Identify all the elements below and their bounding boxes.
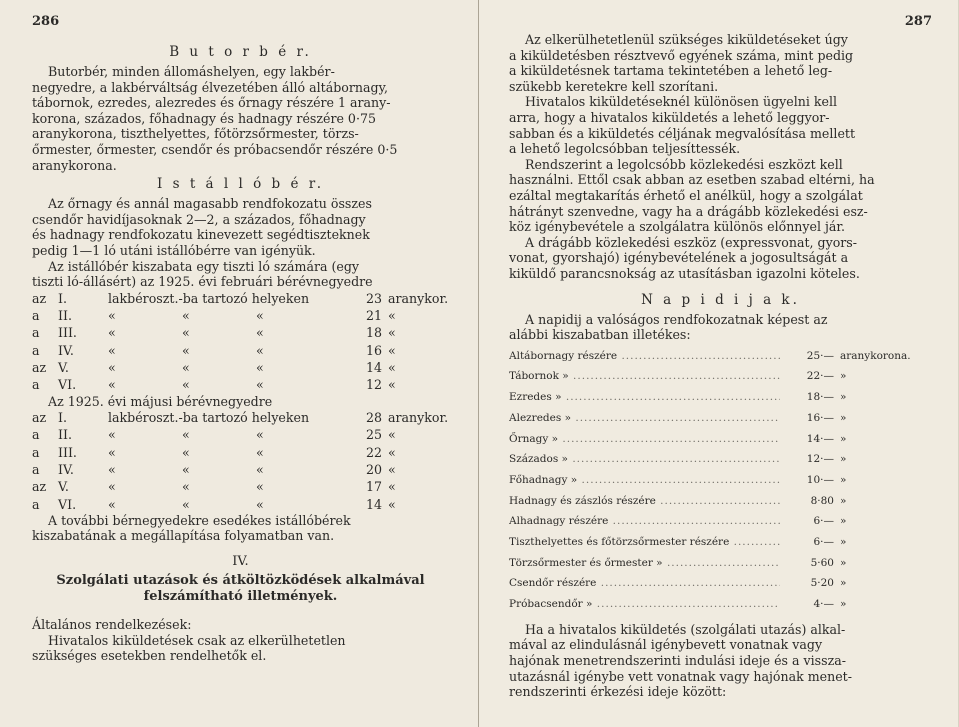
text-line: A további bérnegyedekre esedékes istállóbérek bbox=[48, 512, 351, 528]
table-cell: « bbox=[182, 444, 190, 460]
table-row bbox=[32, 290, 449, 307]
table-cell: a bbox=[32, 496, 40, 512]
rank-label: Alhadnagy részére ..... bbox=[509, 512, 780, 532]
paragraph-butorber bbox=[32, 64, 449, 173]
rate-unit: » bbox=[840, 598, 847, 611]
rate-amount: 25·— bbox=[806, 349, 834, 362]
rate-amount: 16·— bbox=[806, 411, 834, 424]
table-cell: « bbox=[108, 461, 116, 477]
table-cell: « bbox=[256, 444, 264, 460]
table-row bbox=[509, 512, 932, 533]
table-cell: 22 bbox=[365, 444, 382, 460]
rank-label: Próbacsendőr » ..... bbox=[509, 595, 780, 615]
table-cell: « bbox=[182, 479, 190, 495]
rate-amount: 22·— bbox=[806, 370, 834, 383]
table-cell: lakbéroszt.-ba tartozó helyeken bbox=[108, 410, 310, 426]
rank-label: Tábornok » ..... bbox=[509, 367, 780, 387]
table-cell: « bbox=[256, 359, 264, 375]
text-line: vonat, gyorshajó) igénybevételének a jogosultságát a bbox=[509, 250, 849, 266]
text-line: negyedre, a lakbérváltság élvezetében álló altábornagy, bbox=[32, 79, 389, 95]
table-cell: az bbox=[32, 359, 47, 375]
table-cell: IV. bbox=[58, 461, 74, 477]
rank-label: Törzsőrmester és őrmester » ..... bbox=[509, 554, 780, 574]
table-cell: « bbox=[388, 479, 396, 495]
table-row bbox=[509, 450, 932, 471]
text-line: hátrányt szenvedne, vagy ha a drágább közlekedési esz- bbox=[509, 203, 868, 219]
table-cell: a bbox=[32, 325, 40, 341]
table-cell: V. bbox=[58, 359, 69, 375]
rank-label: Főhadnagy » ..... bbox=[509, 471, 780, 491]
table-cell: « bbox=[256, 496, 264, 512]
text-line: A drágább közlekedési eszköz (expressvonat, gyors- bbox=[525, 234, 858, 250]
rate-unit: aranykorona. bbox=[840, 349, 911, 362]
table-cell: VI. bbox=[58, 496, 77, 512]
text-line: tábornok, ezredes, alezredes és őrnagy részére 1 arany- bbox=[32, 95, 391, 111]
rate-amount: 8·80 bbox=[810, 494, 834, 507]
text-line: A napidij a valóságos rendfokozatnak képest az bbox=[525, 311, 828, 327]
table-cell: I. bbox=[58, 290, 67, 306]
table-cell: « bbox=[182, 496, 190, 512]
table-cell: 18 bbox=[365, 325, 382, 341]
section-title-butorber: B u t o r b é r. bbox=[169, 44, 312, 60]
text-line: kiküldő parancsnokság az utasításban igazolni köteles. bbox=[509, 265, 860, 281]
text-line: Rendszerint a legolcsóbb közlekedési eszközt kell bbox=[525, 156, 843, 172]
text-line: Ha a hivatalos kiküldetés (szolgálati utazás) alkal- bbox=[525, 621, 846, 637]
table-cell: V. bbox=[58, 479, 69, 495]
table-row bbox=[509, 533, 932, 554]
paragraph-istallober bbox=[32, 196, 449, 290]
table-cell: az bbox=[32, 290, 47, 306]
table-cell: « bbox=[182, 342, 190, 358]
table-row bbox=[509, 554, 932, 575]
rate-unit: » bbox=[840, 432, 847, 445]
table-cell: « bbox=[182, 377, 190, 393]
table-cell: « bbox=[256, 308, 264, 324]
rate-unit: » bbox=[840, 515, 847, 528]
table-cell: III. bbox=[58, 325, 77, 341]
heading-line: Szolgálati utazások és átköltözködések alkalmával bbox=[56, 573, 425, 589]
table-cell: « bbox=[388, 377, 396, 393]
rank-label: Őrnagy » ..... bbox=[509, 430, 780, 450]
table-cell: « bbox=[108, 479, 116, 495]
table-cell: « bbox=[388, 461, 396, 477]
table-row bbox=[32, 376, 449, 393]
table-cell: a bbox=[32, 461, 40, 477]
rank-label: Ezredes » ..... bbox=[509, 388, 780, 408]
table-row bbox=[509, 430, 932, 451]
table-row bbox=[32, 444, 449, 461]
section-title-istallober: I s t á l l ó b é r. bbox=[156, 176, 324, 193]
rank-label: Százados » ..... bbox=[509, 450, 780, 470]
rate-unit: » bbox=[840, 370, 847, 383]
table-cell: 12 bbox=[365, 377, 382, 393]
text-line: Az őrnagy és annál magasabb rendfokozatu összes bbox=[48, 196, 372, 212]
table-cell: I. bbox=[58, 410, 67, 426]
table-cell: « bbox=[108, 377, 116, 393]
text-line: arra, hogy a hivatalos kiküldetés a lehető leggyor- bbox=[509, 109, 830, 125]
text-line: korona, százados, főhadnagy és hadnagy részére 0·75 bbox=[32, 110, 376, 126]
general-provisions-title: Általános rendelkezések: bbox=[32, 617, 192, 633]
rate-table-february bbox=[32, 290, 449, 394]
table-cell: « bbox=[256, 377, 264, 393]
table-cell: 14 bbox=[365, 496, 382, 512]
text-line: Az istállóbér kiszabata egy tiszti ló számára (egy bbox=[48, 258, 360, 274]
text-line: a kiküldetésben résztvevő egyének száma, mint pedig bbox=[509, 47, 854, 63]
rate-unit: » bbox=[840, 536, 847, 549]
table-cell: a bbox=[32, 377, 40, 393]
table-cell: « bbox=[108, 342, 116, 358]
table-row bbox=[32, 426, 449, 443]
rate-amount: 5·60 bbox=[810, 556, 834, 569]
paragraph-per-diem-intro bbox=[509, 312, 932, 343]
table-cell: « bbox=[182, 427, 190, 443]
table-row bbox=[509, 574, 932, 595]
table-cell: 17 bbox=[365, 479, 382, 495]
table-cell: 21 bbox=[365, 308, 382, 324]
text-line: pedig 1—1 ló utáni istállóbérre van igényük. bbox=[32, 242, 316, 258]
table-row bbox=[509, 388, 932, 409]
table-cell: 25 bbox=[365, 427, 382, 443]
rate-amount: 12·— bbox=[806, 453, 834, 466]
rate-amount: 14·— bbox=[806, 432, 834, 445]
table-cell: a bbox=[32, 308, 40, 324]
rank-label: Tiszthelyettes és főtörzsőrmester részére ..... bbox=[509, 533, 780, 553]
table-cell: 23 bbox=[365, 290, 382, 306]
table-cell: a bbox=[32, 342, 40, 358]
table-cell: « bbox=[182, 308, 190, 324]
section-title-napidijak: N a p i d i j a k. bbox=[641, 291, 800, 308]
page-number: 287 bbox=[904, 14, 932, 29]
chapter-number: IV. bbox=[232, 554, 249, 570]
rank-label: Alezredes » ..... bbox=[509, 409, 780, 429]
rate-unit: » bbox=[840, 556, 847, 569]
table-cell: « bbox=[388, 427, 396, 443]
table-row bbox=[32, 496, 449, 513]
text-line: a kiküldetésnek tartama tekintetében a lehető leg- bbox=[509, 63, 833, 79]
text-line: szükséges esetekben rendelhetők el. bbox=[32, 648, 267, 664]
paragraph-travel-rules bbox=[509, 32, 932, 282]
table-cell: « bbox=[108, 308, 116, 324]
text-line: utazásnál igénybe vett vonatnak vagy hajónak menet- bbox=[509, 668, 852, 684]
table-cell: aranykor. bbox=[388, 290, 449, 306]
table-row bbox=[32, 461, 449, 478]
table-cell: a bbox=[32, 427, 40, 443]
table-cell: III. bbox=[58, 444, 77, 460]
text-line: Hivatalos kiküldetéseknél különösen ügyelni kell bbox=[525, 94, 838, 110]
rate-unit: » bbox=[840, 391, 847, 404]
paragraph-general bbox=[32, 633, 449, 664]
table-cell: II. bbox=[58, 308, 72, 324]
table-row bbox=[509, 492, 932, 513]
table-cell: 28 bbox=[365, 410, 382, 426]
rate-amount: 18·— bbox=[806, 391, 834, 404]
text-line: mával az elindulásnál igénybevett vonatnak vagy bbox=[509, 637, 823, 653]
table-cell: « bbox=[108, 359, 116, 375]
rate-amount: 6·— bbox=[813, 515, 834, 528]
table-cell: « bbox=[388, 308, 396, 324]
paragraph-travel-time bbox=[509, 622, 932, 700]
rank-label: Altábornagy részére ..... bbox=[509, 347, 780, 367]
table-cell: az bbox=[32, 410, 47, 426]
table-cell: « bbox=[108, 427, 116, 443]
table-cell: II. bbox=[58, 427, 72, 443]
text-line: alábbi kiszabatban illetékes: bbox=[509, 327, 691, 343]
rank-label: Hadnagy és zászlós részére ..... bbox=[509, 492, 780, 512]
text-line: hajónak menetrendszerinti indulási ideje és a vissza- bbox=[509, 653, 846, 669]
text-line: Az elkerülhetetlenül szükséges kiküldetéseket úgy bbox=[525, 32, 848, 47]
table-row bbox=[32, 478, 449, 495]
text-line: aranykorona, tiszthelyettes, főtörzsőrmester, törzs- bbox=[32, 126, 359, 142]
table-cell: « bbox=[182, 359, 190, 375]
table-cell: « bbox=[256, 342, 264, 358]
table-row bbox=[32, 342, 449, 359]
table-row bbox=[509, 367, 932, 388]
table-cell: 14 bbox=[365, 359, 382, 375]
text-line: ezáltal megtakarítás érhető el anélkül, hogy a szolgálat bbox=[509, 187, 863, 203]
text-line: tiszti ló-állásért) az 1925. évi februári bérévnegyedre bbox=[32, 274, 373, 290]
table-cell: 20 bbox=[365, 461, 382, 477]
rate-table-may bbox=[32, 409, 449, 513]
table-cell: « bbox=[388, 444, 396, 460]
rate-unit: » bbox=[840, 494, 847, 507]
rate-amount: 4·— bbox=[813, 598, 834, 611]
table-cell: « bbox=[388, 325, 396, 341]
per-diem-table bbox=[509, 347, 932, 616]
paragraph-further bbox=[32, 513, 449, 544]
text-line: köz igénybevétele a szolgálatra különös előnnyel jár. bbox=[509, 219, 846, 235]
left-page bbox=[0, 0, 479, 727]
heading-line: felszámítható illetmények. bbox=[143, 589, 338, 605]
table-cell: az bbox=[32, 479, 47, 495]
page-number: 286 bbox=[32, 14, 60, 29]
rate-unit: » bbox=[840, 453, 847, 466]
table-cell: IV. bbox=[58, 342, 74, 358]
table-cell: « bbox=[108, 496, 116, 512]
rate-amount: 5·20 bbox=[810, 577, 834, 590]
text-line: aranykorona. bbox=[32, 157, 117, 173]
text-line: szükebb keretekre kell szorítani. bbox=[509, 78, 719, 94]
rate-unit: » bbox=[840, 473, 847, 486]
table-row bbox=[32, 359, 449, 376]
table-cell: « bbox=[182, 461, 190, 477]
rate-amount: 10·— bbox=[806, 473, 834, 486]
table-row bbox=[32, 324, 449, 341]
table-row bbox=[509, 595, 932, 616]
rate-unit: » bbox=[840, 577, 847, 590]
table-cell: « bbox=[256, 479, 264, 495]
text-line: Hivatalos kiküldetések csak az elkerülhetetlen bbox=[48, 632, 346, 648]
table-cell: « bbox=[182, 325, 190, 341]
table-cell: « bbox=[108, 325, 116, 341]
table-row bbox=[32, 307, 449, 324]
table-cell: lakbéroszt.-ba tartozó helyeken bbox=[108, 290, 310, 306]
table-cell: a bbox=[32, 444, 40, 460]
table-cell: « bbox=[388, 359, 396, 375]
rank-label: Csendőr részére ..... bbox=[509, 574, 780, 594]
text-line: Butorbér, minden állomáshelyen, egy lakbér- bbox=[48, 64, 335, 79]
text-line: őrmester, őrmester, csendőr és próbacsendőr részére 0·5 bbox=[32, 141, 398, 157]
table-row bbox=[509, 471, 932, 492]
table-cell: « bbox=[388, 342, 396, 358]
table2-intro: Az 1925. évi májusi bérévnegyedre bbox=[48, 393, 273, 409]
text-line: csendőr havidíjasoknak 2—2, a százados, főhadnagy bbox=[32, 211, 366, 227]
table-cell: « bbox=[108, 444, 116, 460]
rate-unit: » bbox=[840, 411, 847, 424]
table-cell: « bbox=[256, 427, 264, 443]
table-cell: « bbox=[388, 496, 396, 512]
text-line: és hadnagy rendfokozatu kinevezett segédtiszteknek bbox=[32, 227, 370, 243]
table-row bbox=[509, 347, 932, 368]
table-row bbox=[32, 409, 449, 426]
table-cell: aranykor. bbox=[388, 410, 449, 426]
text-line: rendszerinti érkezési ideje között: bbox=[509, 684, 727, 700]
table-cell: 16 bbox=[365, 342, 382, 358]
text-line: használni. Ettől csak abban az esetben szabad eltérni, ha bbox=[509, 172, 875, 188]
text-line: a lehető legolcsóbban teljesíttessék. bbox=[509, 141, 741, 157]
chapter-heading bbox=[32, 573, 449, 605]
text-line: kiszabatának a megállapítása folyamatban van. bbox=[32, 528, 335, 544]
right-page bbox=[479, 0, 958, 727]
rate-amount: 6·— bbox=[813, 536, 834, 549]
table-cell: VI. bbox=[58, 377, 77, 393]
table-cell: « bbox=[256, 461, 264, 477]
table-cell: « bbox=[256, 325, 264, 341]
text-line: sabban és a kiküldetés céljának megvalósítása mellett bbox=[509, 125, 856, 141]
table-row bbox=[509, 409, 932, 430]
